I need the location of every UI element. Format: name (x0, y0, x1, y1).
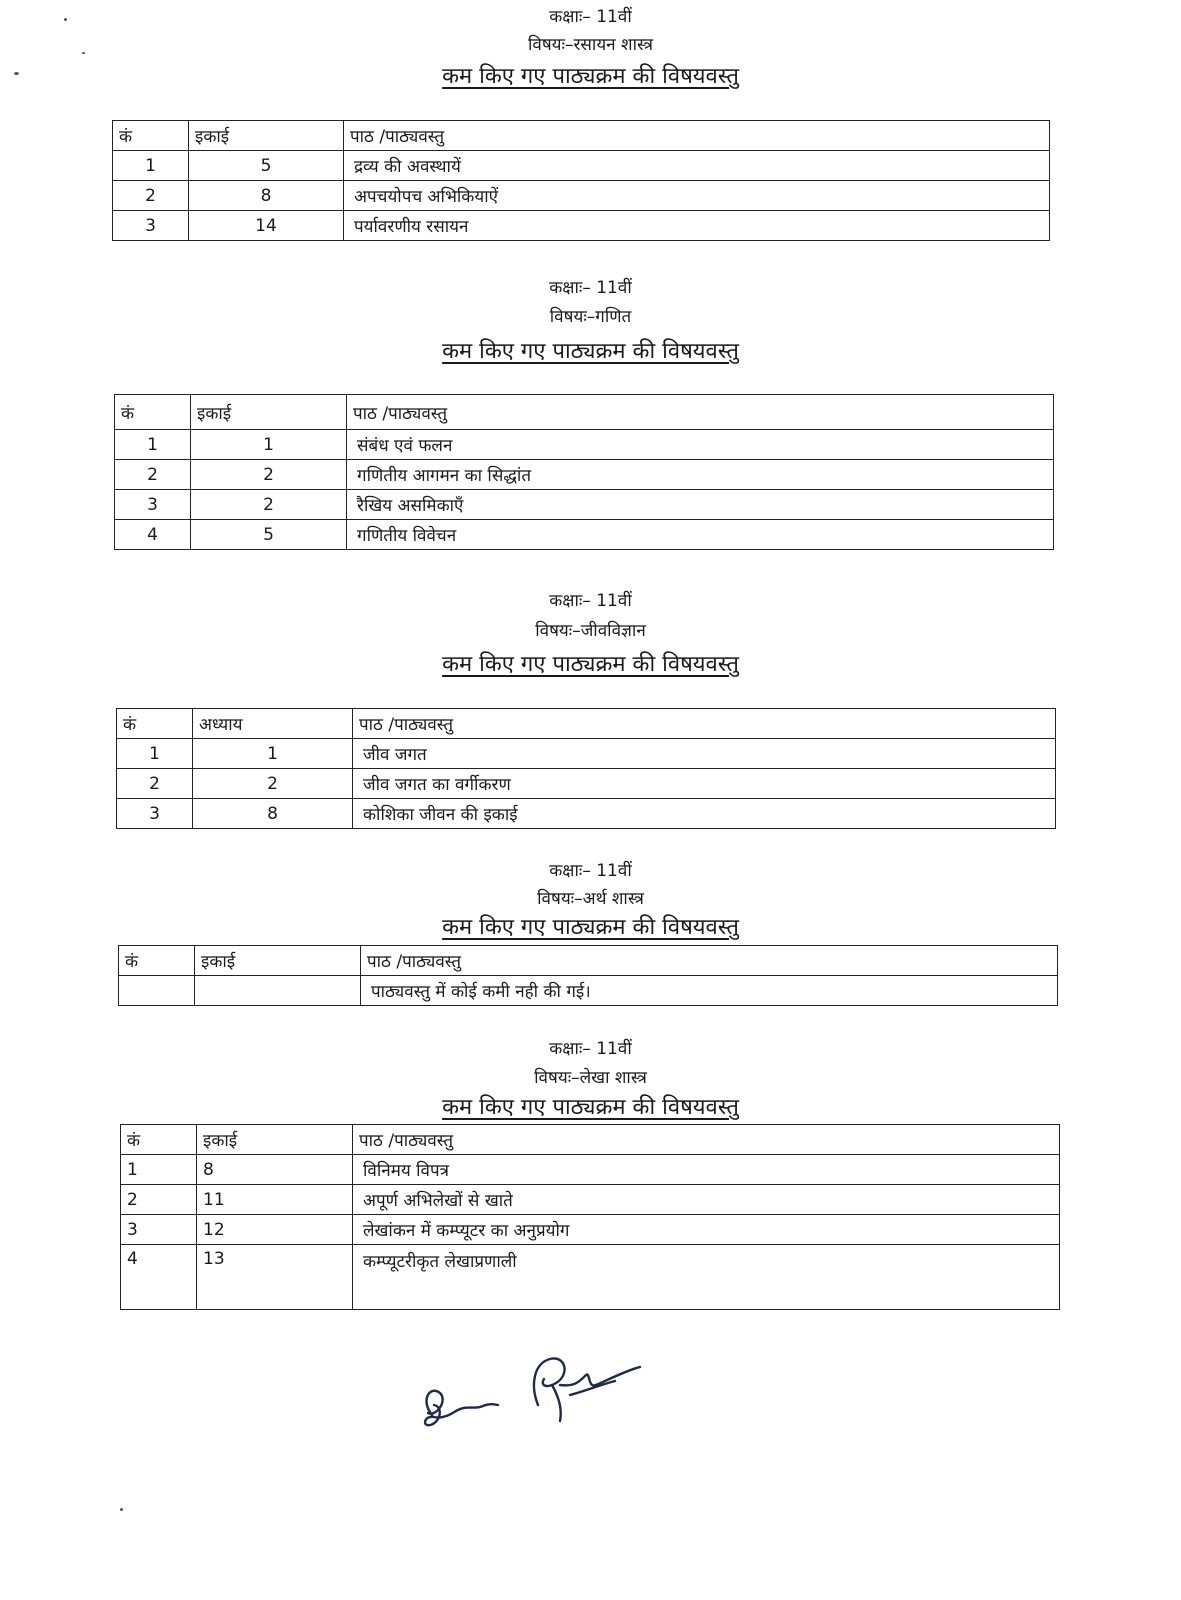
section-title: कम किए गए पाठ्यक्रम की विषयवस्तु (442, 915, 739, 940)
cell-unit: 11 (197, 1185, 353, 1215)
cell-serial: 3 (115, 490, 191, 520)
subject-line: विषयः–लेखा शास्त्र (534, 1068, 647, 1088)
table-row (115, 460, 1054, 490)
cell-unit: 2 (191, 490, 347, 520)
cell-unit: 8 (189, 181, 344, 211)
cell-serial: 4 (115, 520, 191, 550)
table-row (115, 430, 1054, 460)
subject-line: विषयः–गणित (549, 307, 632, 327)
section-title: कम किए गए पाठ्यक्रम की विषयवस्तु (442, 64, 739, 89)
cell-serial: 1 (121, 1155, 197, 1185)
cell-topic: द्रव्य की अवस्थायें (344, 151, 1050, 181)
section-title: कम किए गए पाठ्यक्रम की विषयवस्तु (442, 652, 739, 677)
cell-unit: 14 (189, 211, 344, 241)
cell-serial: 2 (117, 769, 193, 799)
class-line: कक्षाः– 11वीं (549, 278, 632, 298)
table-row (113, 211, 1050, 241)
table-header-row (121, 1125, 1060, 1155)
cell-unit: 13 (197, 1245, 353, 1310)
class-line: कक्षाः– 11वीं (549, 7, 632, 27)
section-title: कम किए गए पाठ्यक्रम की विषयवस्तु (442, 339, 739, 364)
table-header-row (117, 709, 1056, 739)
cell-unit: 5 (191, 520, 347, 550)
cell-topic: कोशिका जीवन की इकाई (353, 799, 1056, 829)
cell-unit: 1 (191, 430, 347, 460)
cell-unit: 8 (197, 1155, 353, 1185)
header-topic: पाठ /पाठ्यवस्तु (347, 395, 1054, 430)
header-unit: इकाई (197, 1125, 353, 1155)
scan-speck (64, 18, 67, 21)
cell-serial (119, 976, 195, 1006)
table-row (121, 1185, 1060, 1215)
cell-serial: 3 (121, 1215, 197, 1245)
cell-topic: जीव जगत का वर्गीकरण (353, 769, 1056, 799)
cell-serial: 4 (121, 1245, 197, 1310)
header-topic: पाठ /पाठ्यवस्तु (353, 709, 1056, 739)
cell-unit: 5 (189, 151, 344, 181)
table-row (121, 1245, 1060, 1310)
cell-topic: पाठ्यवस्तु में कोई कमी नही की गई। (361, 976, 1058, 1006)
header-serial: कं (121, 1125, 197, 1155)
syllabus-table-biology (116, 708, 1056, 829)
subject-line: विषयः–जीवविज्ञान (535, 621, 646, 641)
table-header-row (119, 946, 1058, 976)
header-serial: कं (115, 395, 191, 430)
table-row (113, 181, 1050, 211)
cell-topic: जीव जगत (353, 739, 1056, 769)
subject-line: विषयः–रसायन शास्त्र (528, 35, 653, 55)
header-serial: कं (113, 121, 189, 151)
section-title: कम किए गए पाठ्यक्रम की विषयवस्तु (442, 1095, 739, 1120)
header-topic: पाठ /पाठ्यवस्तु (344, 121, 1050, 151)
cell-serial: 2 (115, 460, 191, 490)
header-unit: इकाई (191, 395, 347, 430)
cell-topic: अपचयोपच अभिकियाऐं (344, 181, 1050, 211)
cell-unit: 12 (197, 1215, 353, 1245)
cell-topic: गणितीय आगमन का सिद्धांत (347, 460, 1054, 490)
signature (410, 1345, 670, 1445)
table-row (113, 151, 1050, 181)
table-row (117, 739, 1056, 769)
header-unit: अध्याय (193, 709, 353, 739)
cell-topic: लेखांकन में कम्प्यूटर का अनुप्रयोग (353, 1215, 1060, 1245)
cell-topic: विनिमय विपत्र (353, 1155, 1060, 1185)
header-unit: इकाई (195, 946, 361, 976)
cell-serial: 3 (117, 799, 193, 829)
class-line: कक्षाः– 11वीं (549, 1039, 632, 1059)
cell-topic: रैखिय असमिकाएँ (347, 490, 1054, 520)
cell-topic: संबंध एवं फलन (347, 430, 1054, 460)
cell-topic: अपूर्ण अभिलेखों से खाते (353, 1185, 1060, 1215)
syllabus-table-economics (118, 945, 1058, 1006)
table-row (115, 490, 1054, 520)
class-line: कक्षाः– 11वीं (549, 591, 632, 611)
header-topic: पाठ /पाठ्यवस्तु (361, 946, 1058, 976)
syllabus-table-mathematics (114, 394, 1054, 550)
cell-unit: 2 (193, 769, 353, 799)
table-header-row (115, 395, 1054, 430)
cell-serial: 1 (115, 430, 191, 460)
table-row (117, 799, 1056, 829)
table-row (121, 1155, 1060, 1185)
header-serial: कं (119, 946, 195, 976)
syllabus-table-accountancy (120, 1124, 1060, 1310)
cell-topic: पर्यावरणीय रसायन (344, 211, 1050, 241)
cell-unit (195, 976, 361, 1006)
header-topic: पाठ /पाठ्यवस्तु (353, 1125, 1060, 1155)
table-row (119, 976, 1058, 1006)
syllabus-table-chemistry (112, 120, 1050, 241)
header-serial: कं (117, 709, 193, 739)
class-line: कक्षाः– 11वीं (549, 861, 632, 881)
subject-line: विषयः–अर्थ शास्त्र (537, 889, 644, 909)
header-unit: इकाई (189, 121, 344, 151)
cell-unit: 2 (191, 460, 347, 490)
scan-speck (82, 52, 85, 54)
cell-serial: 1 (113, 151, 189, 181)
cell-topic: कम्प्यूटरीकृत लेखाप्रणाली (353, 1245, 1060, 1310)
cell-unit: 1 (193, 739, 353, 769)
table-row (115, 520, 1054, 550)
scan-speck (14, 72, 19, 75)
scan-speck (120, 1508, 123, 1511)
cell-serial: 2 (113, 181, 189, 211)
cell-topic: गणितीय विवेचन (347, 520, 1054, 550)
cell-serial: 3 (113, 211, 189, 241)
cell-serial: 1 (117, 739, 193, 769)
table-row (121, 1215, 1060, 1245)
cell-unit: 8 (193, 799, 353, 829)
table-row (117, 769, 1056, 799)
table-header-row (113, 121, 1050, 151)
cell-serial: 2 (121, 1185, 197, 1215)
